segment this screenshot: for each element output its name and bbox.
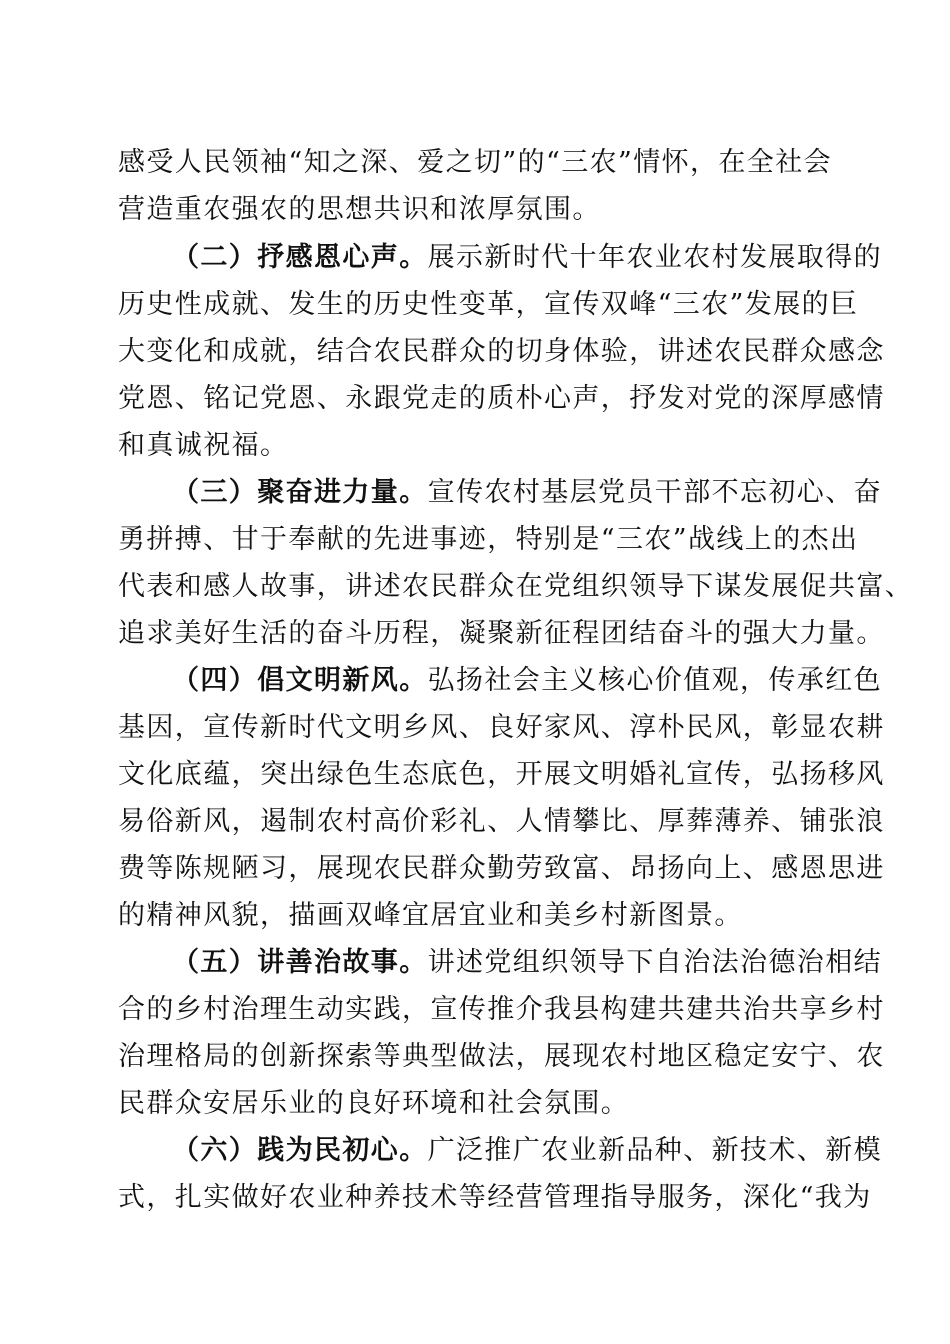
paragraph-first-line — [172, 941, 883, 985]
text-line: 易俗新风，遏制农村高价彩礼、人情攀比、厚葬薄养、铺张浪 — [118, 806, 885, 837]
paragraph-text: 广泛推广农业新品种、新技术、新模 — [427, 1135, 883, 1166]
paragraph-text: 展示新时代十年农业农村发展取得的 — [427, 242, 883, 273]
text-line: 民群众安居乐业的良好环境和社会氛围。 — [118, 1088, 630, 1119]
section-heading: （三）聚奋进力量。 — [172, 477, 428, 508]
text-line: 和真诚祝福。 — [118, 430, 289, 461]
text-line: 文化底蕴，突出绿色生态底色，开展文明婚礼宣传，弘扬移风 — [118, 759, 885, 790]
text-line: 感受人民领袖“知之深、爱之切”的“三农”情怀，在全社会 — [118, 147, 833, 178]
section-heading: （二）抒感恩心声。 — [172, 242, 428, 273]
paragraph-first-line — [172, 236, 883, 280]
text-line: 党恩、铭记党恩、永跟党走的质朴心声，抒发对党的深厚感情 — [118, 383, 885, 414]
text-line: 代表和感人故事，讲述农民群众在党组织领导下谋发展促共富、 — [118, 571, 914, 602]
section-heading: （六）践为民初心。 — [172, 1135, 428, 1166]
text-line: 追求美好生活的奋斗历程，凝聚新征程团结奋斗的强大力量。 — [118, 618, 885, 649]
section-heading: （四）倡文明新风。 — [172, 665, 428, 696]
text-line: 基因，宣传新时代文明乡风、良好家风、淳朴民风，彰显农耕 — [118, 712, 885, 743]
text-line: 式，扎实做好农业种养技术等经营管理指导服务，深化“我为 — [118, 1182, 872, 1213]
text-line: 合的乡村治理生动实践，宣传推介我县构建共建共治共享乡村 — [118, 994, 885, 1025]
text-line: 勇拼搏、甘于奉献的先进事迹，特别是“三农”战线上的杰出 — [118, 524, 859, 555]
paragraph-first-line — [172, 1129, 883, 1173]
text-line: 历史性成就、发生的历史性变革，宣传双峰“三农”发展的巨 — [118, 289, 859, 320]
paragraph-first-line — [172, 659, 883, 703]
paragraph-text: 宣传农村基层党员干部不忘初心、奋 — [427, 477, 883, 508]
text-line: 大变化和成就，结合农民群众的切身体验，讲述农民群众感念 — [118, 336, 885, 367]
paragraph-first-line — [172, 471, 883, 515]
text-line: 的精神风貌，描画双峰宜居宜业和美乡村新图景。 — [118, 900, 743, 931]
text-line: 治理格局的创新探索等典型做法，展现农村地区稳定安宁、农 — [118, 1041, 885, 1072]
text-line: 营造重农强农的思想共识和浓厚氛围。 — [118, 194, 601, 225]
paragraph-text: 弘扬社会主义核心价值观，传承红色 — [427, 665, 883, 696]
paragraph-text: 讲述党组织领导下自治法治德治相结 — [427, 947, 883, 978]
text-line: 费等陈规陋习，展现农民群众勤劳致富、昂扬向上、感恩思进 — [118, 853, 885, 884]
section-heading: （五）讲善治故事。 — [172, 947, 428, 978]
